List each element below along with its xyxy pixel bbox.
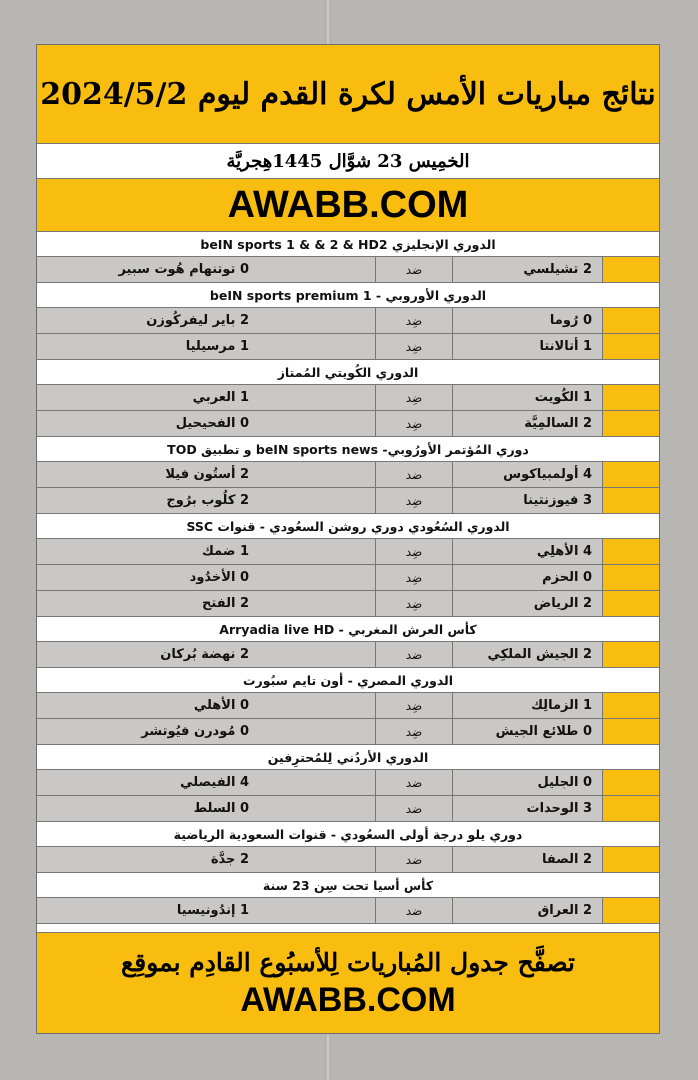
home-team: 1 الزمالِك — [452, 693, 602, 718]
match-row — [37, 308, 659, 334]
away-team: 2 نهضة بُركان — [160, 647, 249, 662]
row-marker — [602, 565, 659, 590]
results-sheet — [36, 44, 660, 1034]
match-row — [37, 334, 659, 360]
row-marker — [602, 308, 659, 333]
match-row — [37, 642, 659, 668]
match-row — [37, 898, 659, 924]
match-row — [37, 847, 659, 873]
away-team: 2 أستُون فيلا — [165, 467, 249, 482]
results-table — [37, 232, 659, 924]
home-team: 2 العراق — [452, 898, 602, 923]
vs-label: ضِد — [375, 719, 452, 744]
away-team: 0 الفحيحيل — [175, 416, 249, 431]
row-marker — [602, 539, 659, 564]
row-marker — [602, 898, 659, 923]
competition-header: الدوري الإنجليزي beIN sports 1 & & 2 & HD2 — [37, 232, 659, 257]
match-row — [37, 488, 659, 514]
competition-header: الدوري الأردُني لِلمُحترِفين — [37, 745, 659, 770]
home-team: 0 رُوما — [452, 308, 602, 333]
footer-text: تصفَّح جدول المُباريات لِلأسبُوع القادِم بموقِع — [121, 948, 575, 977]
hijri-date: الخمِيس 23 شوَّال 1445هِجريَّة — [37, 144, 659, 179]
away-team: 0 توتنهام هُوت سبير — [118, 262, 249, 277]
home-team: 3 الوحدات — [452, 796, 602, 821]
footer-site[interactable]: AWABB.COM — [240, 981, 456, 1019]
home-team: 1 أتالانتا — [452, 334, 602, 359]
home-team: 2 الصفا — [452, 847, 602, 872]
match-row — [37, 591, 659, 617]
away-team: 1 مرسيليا — [185, 339, 249, 354]
vs-label: ضد — [375, 796, 452, 821]
home-team: 1 الكُويت — [452, 385, 602, 410]
away-team: 0 الأخدُود — [189, 570, 249, 585]
row-marker — [602, 257, 659, 282]
match-row — [37, 796, 659, 822]
home-team: 2 تشيلسي — [452, 257, 602, 282]
vs-label: ضد — [375, 770, 452, 795]
vs-label: ضد — [375, 847, 452, 872]
competition-header: الدوري الأوروبي - beIN sports premium 1 — [37, 283, 659, 308]
vs-label: ضِد — [375, 334, 452, 359]
vs-label: ضِد — [375, 488, 452, 513]
vs-label: ضِد — [375, 565, 452, 590]
match-row — [37, 462, 659, 488]
away-team: 0 الأهلي — [193, 698, 249, 713]
away-team: 2 باير ليفركُوزن — [146, 313, 249, 328]
row-marker — [602, 642, 659, 667]
match-row — [37, 719, 659, 745]
competition-header: كأس العرش المغربي - Arryadia live HD — [37, 617, 659, 642]
vs-label: ضِد — [375, 693, 452, 718]
away-team: 0 السلط — [193, 801, 249, 816]
match-row — [37, 257, 659, 283]
vs-label: ضِد — [375, 385, 452, 410]
away-team: 2 كلُوب برُوج — [166, 493, 249, 508]
home-team: 2 الرياض — [452, 591, 602, 616]
match-row — [37, 693, 659, 719]
match-row — [37, 770, 659, 796]
away-team: 1 ضمك — [202, 544, 249, 559]
away-team: 2 الفتح — [202, 596, 249, 611]
vs-label: ضِد — [375, 308, 452, 333]
home-team: 0 الجليل — [452, 770, 602, 795]
vs-label: ضِد — [375, 591, 452, 616]
row-marker — [602, 385, 659, 410]
away-team: 1 العربي — [192, 390, 249, 405]
competition-header: الدوري السُعُودي دوري روشن السعُودي - قنوات SSC — [37, 514, 659, 539]
row-marker — [602, 488, 659, 513]
row-marker — [602, 591, 659, 616]
vs-label: ضد — [375, 462, 452, 487]
vs-label: ضِد — [375, 539, 452, 564]
match-row — [37, 565, 659, 591]
row-marker — [602, 693, 659, 718]
competition-header: الدوري الكُويتي المُمتاز — [37, 360, 659, 385]
vs-label: ضِد — [375, 411, 452, 436]
row-marker — [602, 411, 659, 436]
row-marker — [602, 719, 659, 744]
competition-header: الدوري المصري - أون تايم سبُورت — [37, 668, 659, 693]
home-team: 4 أولمبياكوس — [452, 462, 602, 487]
competition-header: دوري يلو درجة أولى السعُودي - قنوات السعودية الرياضية — [37, 822, 659, 847]
home-team: 4 الأهلِي — [452, 539, 602, 564]
row-marker — [602, 796, 659, 821]
competition-header: دوري المُؤتمر الأورُوبي- beIN sports news و تطبيق TOD — [37, 437, 659, 462]
row-marker — [602, 770, 659, 795]
page-title: نتائج مباريات الأمس لكرة القدم ليوم 2024/5/2 — [40, 76, 656, 112]
home-team: 3 فيوزنتينا — [452, 488, 602, 513]
home-team: 2 الجيش الملكِي — [452, 642, 602, 667]
footer-banner — [37, 932, 659, 1033]
row-marker — [602, 462, 659, 487]
away-team: 2 جدَّة — [210, 852, 249, 867]
vs-label: ضد — [375, 642, 452, 667]
site-banner: AWABB.COM — [37, 179, 659, 232]
away-team: 0 مُودرن فيُوتشر — [141, 724, 249, 739]
match-row — [37, 539, 659, 565]
away-team: 4 الفيصلي — [180, 775, 249, 790]
away-team: 1 إندُونيسيا — [176, 903, 249, 918]
match-row — [37, 385, 659, 411]
vs-label: ضد — [375, 257, 452, 282]
home-team: 2 السالمِيَّة — [452, 411, 602, 436]
competition-header: كأس أسيا تحت سِن 23 سنة — [37, 873, 659, 898]
home-team: 0 طلائع الجيش — [452, 719, 602, 744]
row-marker — [602, 334, 659, 359]
home-team: 0 الحزم — [452, 565, 602, 590]
row-marker — [602, 847, 659, 872]
vs-label: ضد — [375, 898, 452, 923]
title-block — [37, 45, 659, 144]
match-row — [37, 411, 659, 437]
